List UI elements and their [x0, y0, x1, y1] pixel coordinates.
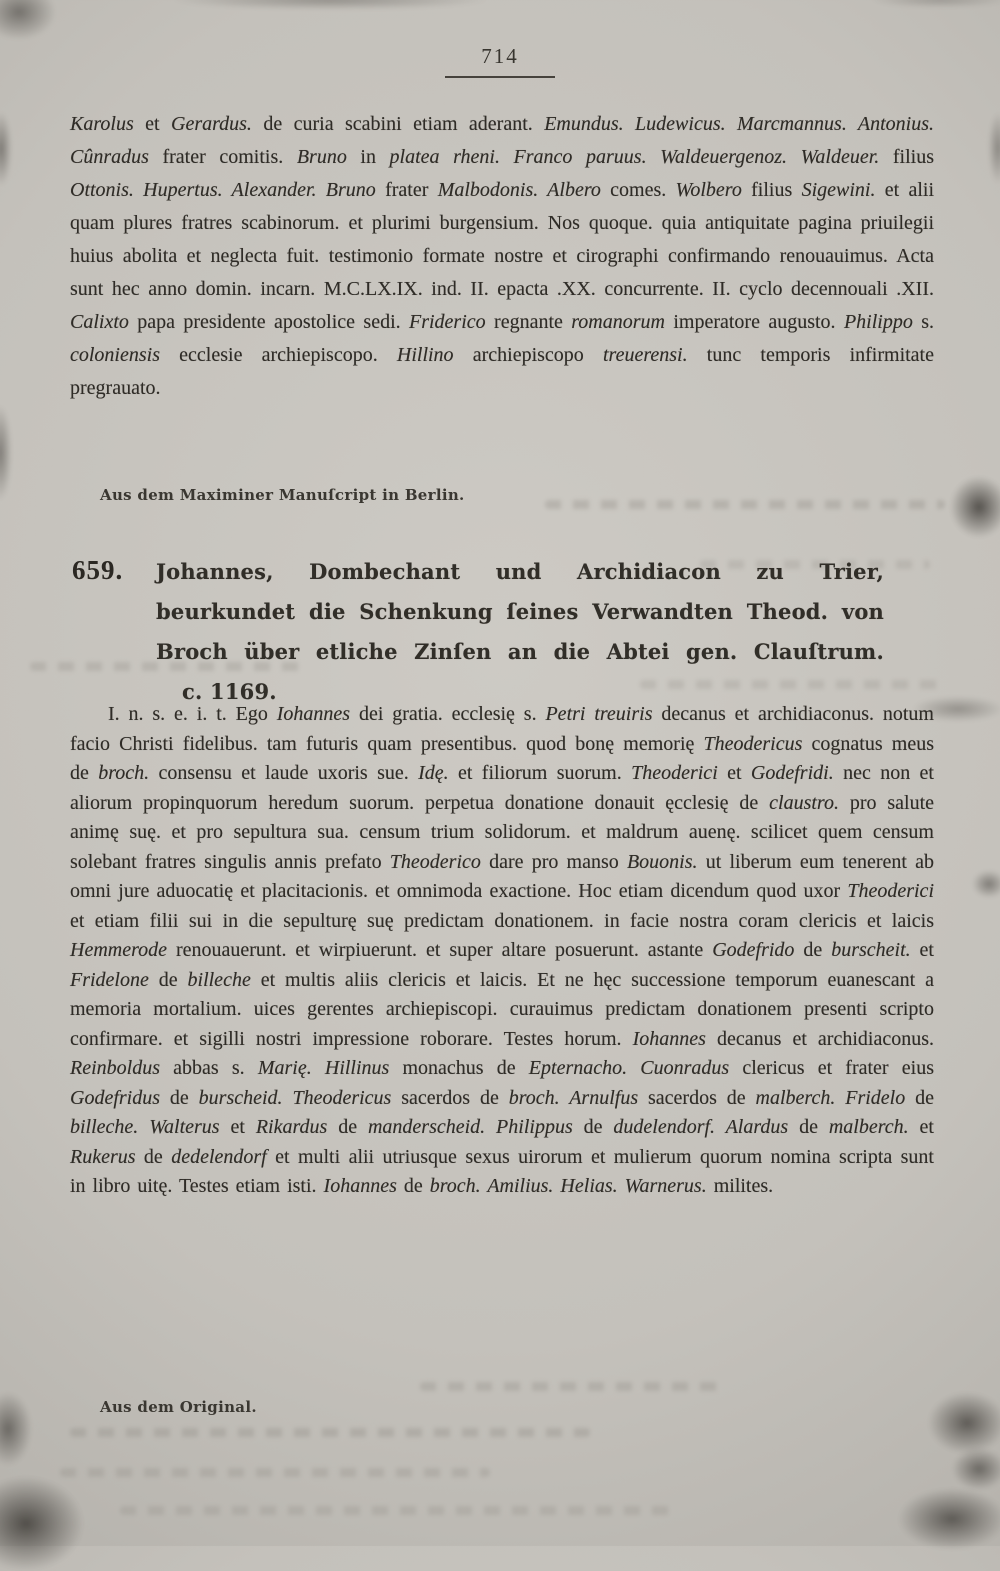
- page-header: [0, 44, 1000, 78]
- charter-658-text: Karolus et Gerardus. de curia scabini etiam aderant. Emundus. Ludewicus. Marcmannus. Antonius. Cûnradus frater comitis. Bruno in platea rheni. Franco paruus. Waldeuergenoz. Waldeuer. filius Ottonis. Hupertus. Alexander. Bruno frater Malbodonis. Albero comes. Wolbero filius Sigewini. et alii quam plures fratres scabinorum. et plurimi burgensium. Nos quoque. quia antiquitate pagina priuilegii huius abolita et neglecta fuit. testimonio formate nostre et cirographi confirmando renouauimus. Acta sunt hec anno domin. incarn. M.C.LX.IX. ind. II. epacta .XX. concurrente. II. cyclo decennouali .XII. Calixto papa presidente apostolice sedi. Friderico regnante romanorum imperatore augusto. Philippo s. coloniensis ecclesie archiepiscopo. Hillino archiepiscopo treuerensi. tunc temporis infirmitate pregrauato.: [70, 113, 935, 399]
- charter-659-body: I. n. s. e. i. t. Ego Iohannes dei gratia. ecclesię s. Petri treuiris decanus et archidiaconus. notum facio Christi fidelibus. tam futuris quam presentibus. quod bonę memorię Theodericus cognatus meus de broch. consensu et laude uxoris sue. Idę. et filiorum suorum. Theoderici et Godefridi. nec non et aliorum propinquorum heredum suorum. perpetua donatione donauit ęcclesię de claustro. pro salute animę suę. et pro sepultura sua. censum trium solidorum. et maldrum auenę. scilicet quem censum solebant fratres singulis annis prefato Theoderico dare pro manso Bouonis. ut liberum eum tenerent ab omni jure aduocatię et placitacionis. et omnimoda exactione. Hoc etiam dicendum quod uxor Theoderici et etiam filii sui in die sepulturę suę predictam donationem. in facie nostra coram clericis et laicis Hemmerode renouauerunt. et wirpiuerunt. et super altare posuerunt. astante Godefrido de burscheit. et Fridelone de billeche et multis aliis clericis et laicis. Et ne hęc successione temporum euanescant a memoria mortalium. uices gerentes archiepiscopi. curauimus predictam donationem presenti scripto confirmare. et sigilli nostri impressione roborare. Testes horum. Iohannes decanus et archidiaconus. Reinboldus abbas s. Marię. Hillinus monachus de Epternacho. Cuonradus clericus et frater eius Godefridus de burscheid. Theodericus sacerdos de broch. Arnulfus sacerdos de malberch. Fridelo de billeche. Walterus et Rikardus de manderscheid. Philippus de dudelendorf. Alardus de malberch. et Rukerus de dedelendorf et multi alii utriusque sexus uirorum et mulierum quorum nomina scripta sunt in libro uitę. Testes etiam isti. Iohannes de broch. Amilius. Helias. Warnerus. milites.: [70, 703, 934, 1197]
- charter-659-title-text: Johannes, Dombechant und Archidiacon zu Trier, beurkundet die Schenkung ſeines Verwandten Theod. von Broch über etliche Zinſen an die Abtei gen. Clauſtrum.: [156, 559, 884, 664]
- charter-659-heading: [72, 552, 884, 712]
- charter-658-source-note: Aus dem Maximiner Manuſcript in Berlin.: [100, 486, 465, 504]
- page-number: 714: [445, 44, 555, 78]
- charter-659-number: 659.: [72, 555, 124, 585]
- charter-659-source-note: Aus dem Original.: [100, 1398, 257, 1416]
- charter-659-date: c. 1169.: [182, 679, 277, 704]
- charter-659-title: [156, 552, 884, 712]
